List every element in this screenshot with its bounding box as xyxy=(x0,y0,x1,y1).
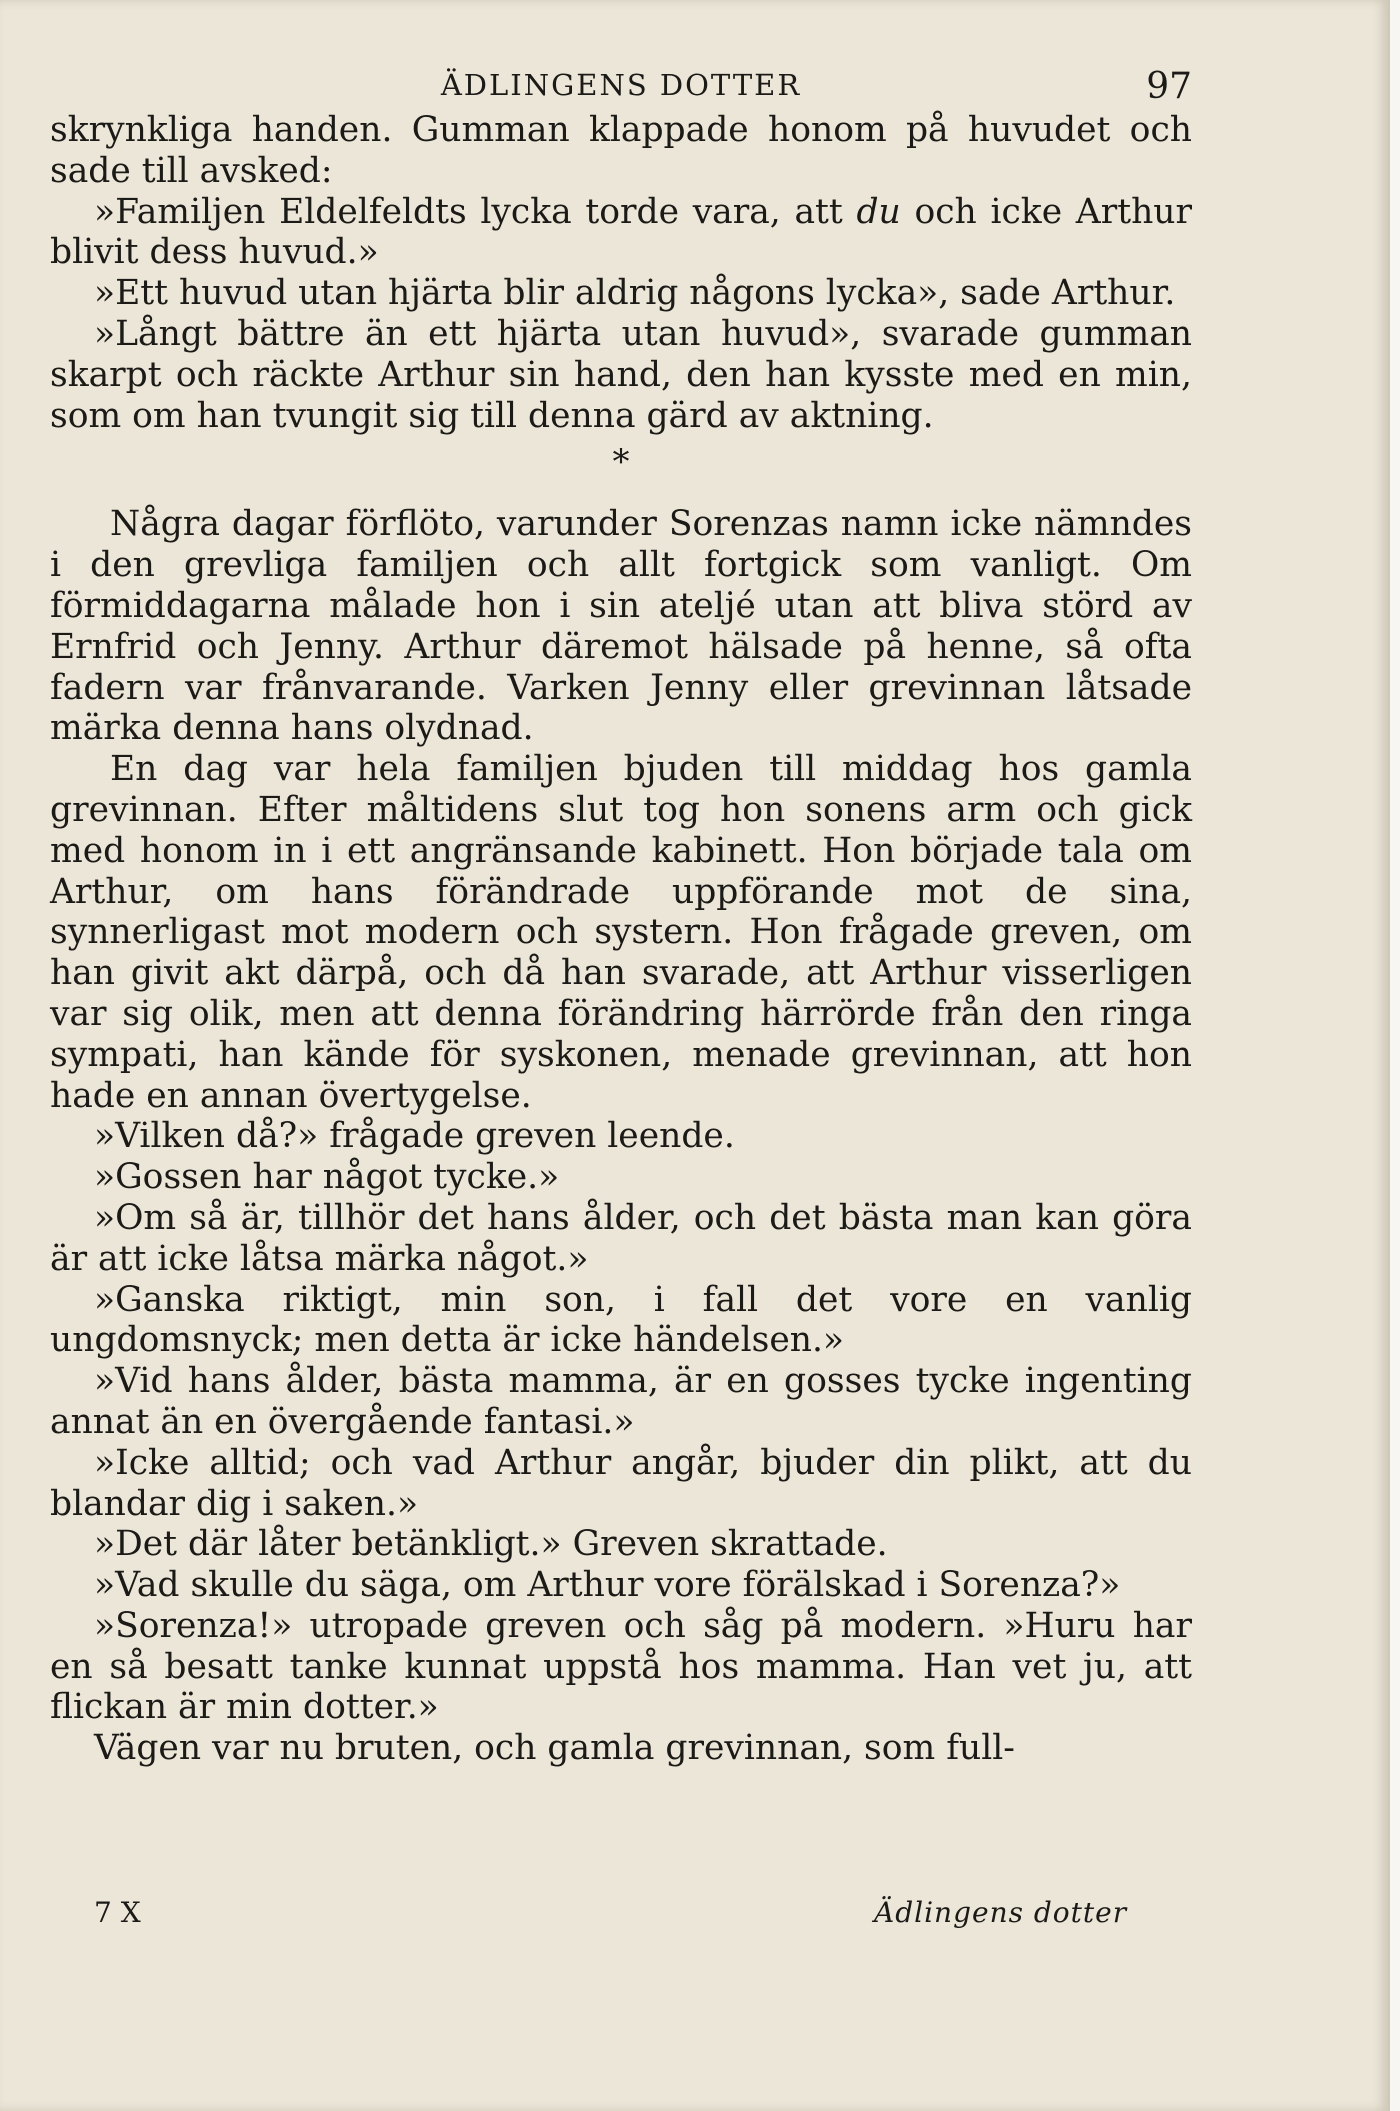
footer-title: Ädlingens dotter xyxy=(874,1896,1128,1929)
running-head xyxy=(50,60,1192,110)
paragraph xyxy=(50,192,1192,274)
signature-mark: 7 X xyxy=(94,1896,141,1929)
paragraph: »Långt bättre än ett hjärta utan huvud», svarade gumman skarpt och räckte Arthur sin hand, den han kysste med en min, som om han tvungit sig till denna gärd av aktning. xyxy=(50,313,1192,436)
paragraph: »Vad skulle du säga, om Arthur vore förälskad i Sorenza?» xyxy=(94,1565,1121,1606)
paragraph: »Sorenza!» utropade greven och såg på modern. »Huru har en så besatt tanke kunnat uppstå hos mamma. Han vet ju, att flickan är min dotter.» xyxy=(50,1605,1192,1728)
page-edge xyxy=(1388,0,1400,2111)
paragraph-text: och icke Arthur blivit dess huvud.» xyxy=(50,191,1193,273)
paragraph: »Om så är, tillhör det hans ålder, och det bästa man kan göra är att icke låtsa märka något.» xyxy=(50,1197,1192,1279)
paragraph: »Ett huvud utan hjärta blir aldrig någons lycka», sade Arthur. xyxy=(94,273,1176,314)
paragraph: »Gossen har något tycke.» xyxy=(94,1157,560,1198)
page-number: 97 xyxy=(1146,66,1192,107)
paragraph: Vägen var nu bruten, och gamla grevinnan, som full- xyxy=(94,1728,1015,1769)
emphasis: du xyxy=(856,191,901,232)
paragraph: »Vid hans ålder, bästa mamma, är en gosses tycke ingenting annat än en övergående fantasi.» xyxy=(50,1361,1192,1442)
page-footer xyxy=(52,1896,1152,1936)
running-head-title: ÄDLINGENS DOTTER xyxy=(440,68,802,102)
paragraph: skrynkliga handen. Gumman klappade honom på huvudet och sade till avsked: xyxy=(50,110,1192,191)
paragraph: »Vilken då?» frågade greven leende. xyxy=(94,1116,735,1157)
paragraph: Några dagar förflöto, varunder Sorenzas namn icke nämndes i den grevliga familjen och allt fortgick som vanligt. Om förmiddagarna målade hon i sin ateljé utan att bliva störd av Ernfrid och Jenny. Arthur däremot hälsade på henne, så ofta fadern var frånvarande. Varken Jenny eller grevinnan låtsade märka denna hans olydnad. xyxy=(50,504,1192,749)
paragraph: »Ganska riktigt, min son, i fall det vore en vanlig ungdomsnyck; men detta är icke händelsen.» xyxy=(50,1279,1192,1361)
section-break-asterisk: * xyxy=(612,442,630,483)
paragraph-text: »Familjen Eldelfeldts lycka torde vara, att xyxy=(94,191,857,232)
paragraph: »Det där låter betänkligt.» Greven skrattade. xyxy=(94,1524,888,1565)
paragraph: En dag var hela familjen bjuden till middag hos gamla grevinnan. Efter måltidens slut tog hon sonens arm och gick med honom in i ett angränsande kabinett. Hon började tala om Arthur, om hans förändrade uppförande mot de sina, synnerligast mot modern och systern. Hon frågade greven, om han givit akt därpå, och då han svarade, att Arthur visserligen var sig olik, men att denna förändring härrörde från den ringa sympati, han kände för syskonen, menade grevinnan, att hon hade en annan övertygelse. xyxy=(50,749,1192,1116)
paragraph: »Icke alltid; och vad Arthur angår, bjuder din plikt, att du blandar dig i saken.» xyxy=(50,1442,1192,1524)
book-page xyxy=(50,60,1192,1769)
body-text xyxy=(50,110,1192,1769)
